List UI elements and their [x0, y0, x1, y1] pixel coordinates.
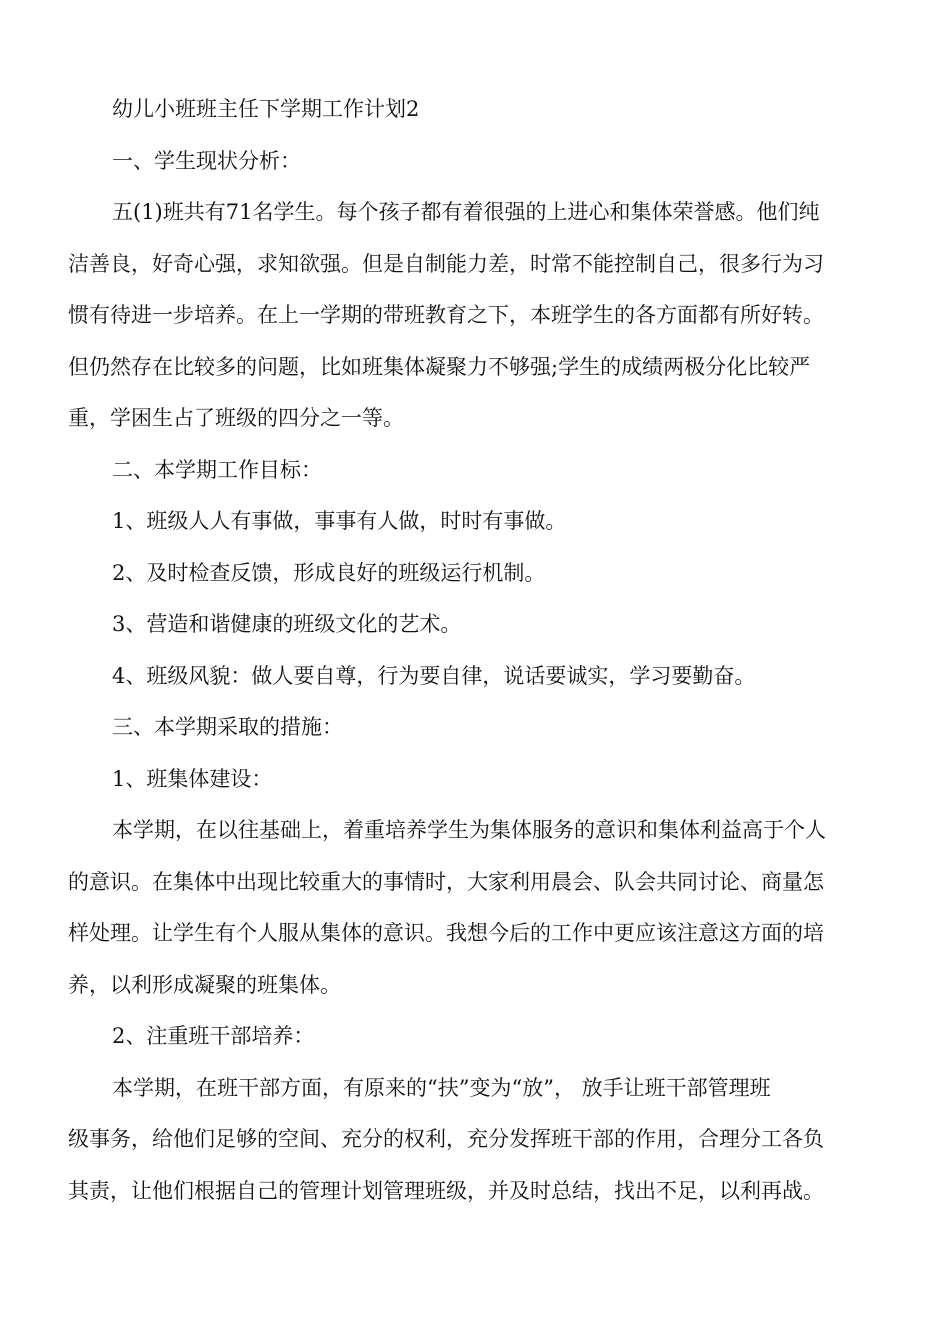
paragraph: [68, 805, 883, 1011]
paragraph-line: 洁善良，好奇心强，求知欲强。但是自制能力差，时常不能控制自己，很多行为习: [68, 251, 824, 276]
document-page: [68, 84, 883, 1217]
paragraph-line: 本学期，在班干部方面，有原来的“扶”变为“放”， 放手让班干部管理班: [112, 1075, 771, 1100]
goal-item: 2、及时检查反馈，形成良好的班级运行机制。: [112, 560, 546, 585]
subsection-heading: 2、注重班干部培养：: [112, 1024, 315, 1048]
paragraph-line: 养，以利形成凝聚的班集体。: [68, 972, 341, 997]
paragraph: [68, 187, 883, 445]
section-heading: 三、本学期采取的措施：: [112, 715, 343, 739]
section-heading: 二、本学期工作目标：: [112, 457, 322, 482]
paragraph-line: 惯有待进一步培养。在上一学期的带班教育之下，本班学生的各方面都有所好转。: [68, 303, 824, 327]
paragraph: [68, 1063, 883, 1218]
paragraph-line: 的意识。在集体中出现比较重大的事情时，大家利用晨会、队会共同讨论、商量怎: [68, 869, 824, 894]
goal-item: 4、班级风貌：做人要自尊，行为要自律，说话要诚实，学习要勤奋。: [112, 663, 756, 688]
section-heading: 一、学生现状分析：: [112, 148, 301, 173]
paragraph-line: 本学期，在以往基础上，着重培养学生为集体服务的意识和集体利益高于个人: [112, 818, 826, 842]
paragraph-line: 级事务，给他们足够的空间、充分的权利，充分发挥班干部的作用，合理分工各负: [68, 1127, 824, 1151]
paragraph-line: 样处理。让学生有个人服从集体的意识。我想今后的工作中更应该注意这方面的培: [68, 921, 824, 945]
paragraph-line: 重，学困生占了班级的四分之一等。: [68, 406, 404, 430]
paragraph-line: 但仍然存在比较多的问题，比如班集体凝聚力不够强;学生的成绩两极分化比较严: [68, 354, 811, 379]
paragraph-line: 其责，让他们根据自己的管理计划管理班级，并及时总结，找出不足，以利再战。: [68, 1178, 824, 1203]
subsection-heading: 1、班集体建设：: [112, 766, 273, 791]
document-title: 幼儿小班班主任下学期工作计划2: [112, 97, 420, 121]
goal-item: 1、班级人人有事做，事事有人做，时时有事做。: [112, 509, 567, 533]
goal-item: 3、营造和谐健康的班级文化的艺术。: [112, 612, 462, 636]
paragraph-line: 五(1)班共有71名学生。每个孩子都有着很强的上进心和集体荣誉感。他们纯: [112, 200, 820, 224]
